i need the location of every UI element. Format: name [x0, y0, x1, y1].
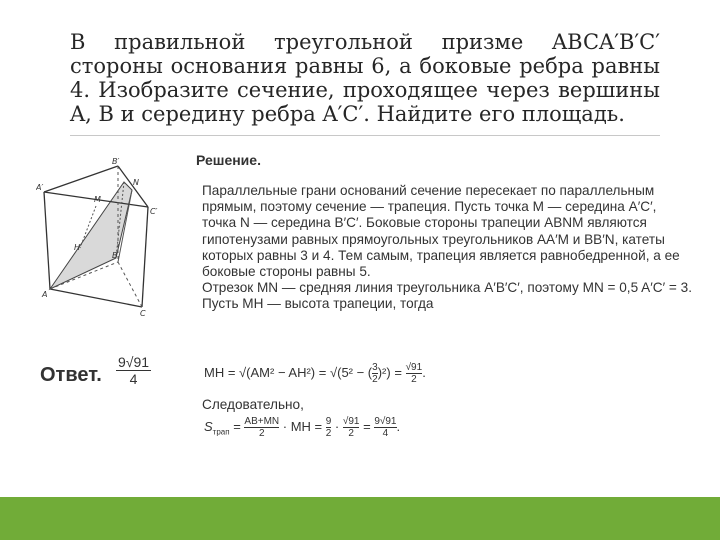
mh-formula: MH = $√(AM^2 - AH^2) = √(5^2 - (\frac{3}{2})^2) = \frac{√91}{2}$. [204, 362, 426, 385]
label-B-prime: B′ [112, 157, 120, 166]
mh-lhs: MH = √(AM² − AH²) = [204, 364, 330, 380]
label-H: H [74, 243, 81, 252]
label-A-prime: A′ [36, 183, 44, 192]
answer-denominator: 4 [129, 371, 138, 387]
answer-label: Ответ. [40, 364, 102, 386]
mh-frac: $\frac{3}{2}$ [372, 362, 378, 385]
area-formula: $S_{трап} = \frac{AB+MN}{2}$ · MH = $\frac{9}{2} \cdot \frac{√91}{2} = \frac{9√91}{4}$. [204, 416, 401, 439]
solution-heading: Решение. [196, 152, 261, 168]
mh-result: $\frac{√91}{2}$ [405, 362, 423, 385]
divider [70, 135, 660, 136]
label-A: A [42, 290, 48, 299]
answer-numerator: 9√91 [118, 354, 150, 370]
label-N: N [133, 178, 139, 187]
solution-paragraph-2: Отрезок MN — средняя линия треугольника A′B′C′, поэтому MN = 0,5 A′C′ = 3. Пусть MH — высота трапеции, тогда [202, 280, 692, 312]
area-frac-1: $\frac{AB+MN}{2}$ [244, 416, 280, 439]
area-frac-2: $\frac{9}{2}$ [325, 416, 332, 439]
problem-statement: В правильной треугольной призме ABCA′B′C′ стороны основания равны 6, а боковые ребра равны 4. Изобразите сечение, проходящее через вершины A, B и середину ребра A′C′. Найдите его площадь. [70, 30, 660, 126]
prism-figure [36, 152, 166, 322]
solution-paragraph: Параллельные грани оснований сечение пересекает по параллельным прямым, поэтому сечение — трапеция. Пусть точка M — середина A′C′, точка N — середина B′C′. Боковые стороны трапеции ABNM являются гипотенузами равных прямоугольных треугольников AA′M и BB′N, катеты которых равны 3 и 4. Тем самым, трапеция является равнобедренной, а ее боковые стороны равны 5. [202, 183, 680, 280]
label-C: C [140, 309, 146, 318]
mh-inner-left: 5² − ( [341, 364, 373, 380]
mh-inner-right: )² [377, 364, 387, 380]
area-frac-3: $\frac{√91}{2}$ [342, 416, 360, 439]
label-B: B [112, 251, 118, 260]
therefore-text: Следовательно, [202, 397, 304, 412]
label-M: M [94, 195, 101, 204]
accent-footer-bar [0, 497, 720, 540]
label-C-prime: C′ [150, 207, 158, 216]
solution-text [202, 183, 694, 313]
answer-fraction [116, 354, 151, 387]
area-frac-4: $\frac{9√91}{4}$ [374, 416, 397, 439]
